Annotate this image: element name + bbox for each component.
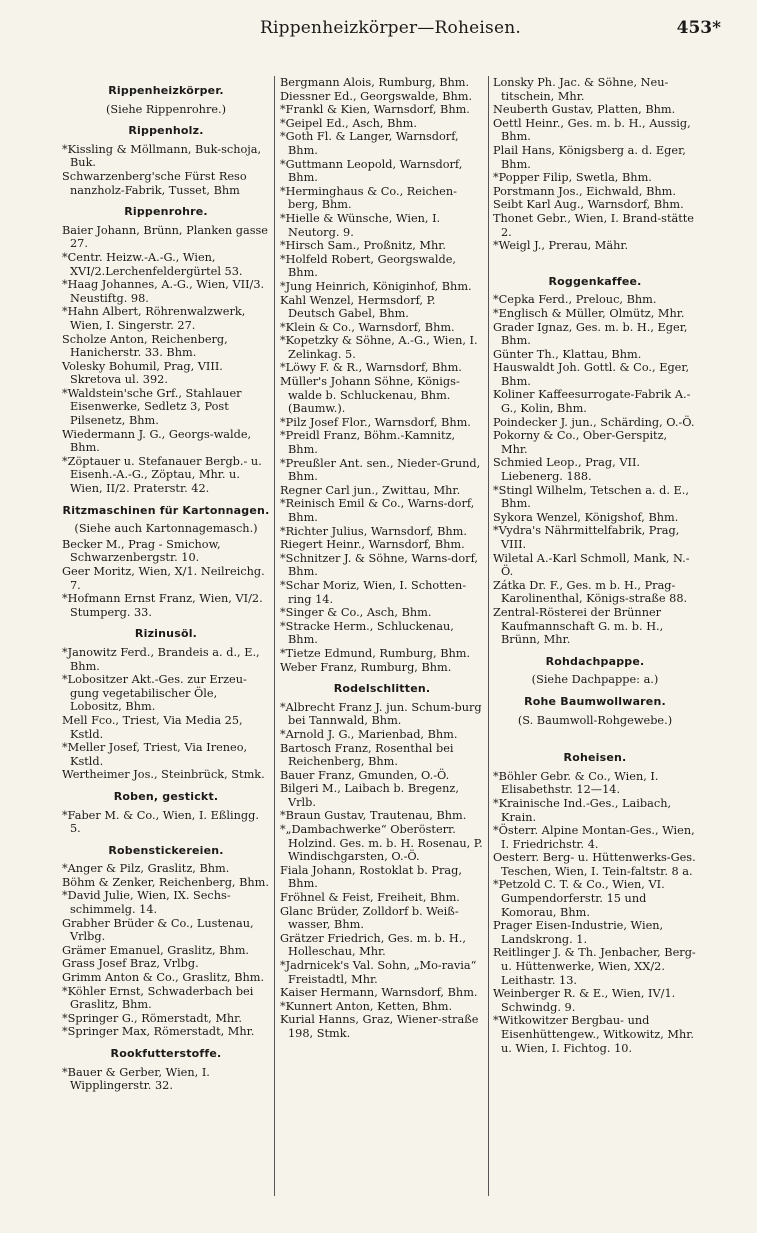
directory-entry: Baier Johann, Brünn, Planken gasse 27. (62, 223, 268, 251)
directory-entry: *Zöptauer u. Stefanauer Bergb.- u. Eisenh.-A.-G., Zöptau, Mhr. u. Wien, II/2. Praterstr. 42. (62, 454, 262, 496)
directory-entry: *Klein & Co., Warnsdorf, Bhm. (280, 320, 455, 334)
directory-entry: Schwarzenberg'sche Fürst Reso nanzholz-Fabrik, Tusset, Bhm (62, 169, 247, 197)
directory-entry: Grämer Emanuel, Graslitz, Bhm. (62, 943, 250, 957)
section-heading: Rohdachpappe. (545, 654, 645, 668)
directory-entry: Lonsky Ph. Jac. & Söhne, Neu-titschein, Mhr. (493, 76, 669, 103)
directory-entry: *Arnold J. G., Marienbad, Bhm. (280, 727, 458, 741)
directory-entry: *Jadrnicek's Val. Sohn, „Mo-ravia“ Freistadtl, Mhr. (280, 959, 477, 986)
page-number: 453* (676, 18, 721, 38)
directory-entry: Oettl Heinr., Ges. m. b. H., Aussig, Bhm. (493, 116, 691, 144)
directory-entry: Geer Moritz, Wien, X/1. Neilreichg. 7. (62, 565, 265, 592)
cross-reference-note: (S. Baumwoll-Rohgewebe.) (517, 713, 673, 727)
page-header (0, 18, 757, 48)
directory-entry: Fiala Johann, Rostoklat b. Prag, Bhm. (280, 863, 462, 891)
directory-entry: Grätzer Friedrich, Ges. m. b. H., Holleschau, Mhr. (280, 931, 466, 959)
directory-entry: Hauswaldt Joh. Gottl. & Co., Eger, Bhm. (493, 361, 690, 388)
directory-entry: Schmied Leop., Prag, VII. Liebenerg. 188. (493, 456, 640, 484)
directory-entry: *Tietze Edmund, Rumburg, Bhm. (280, 646, 471, 660)
directory-entry: Günter Th., Klattau, Bhm. (493, 347, 642, 361)
directory-entry: *Schar Moriz, Wien, I. Schotten-ring 14. (280, 578, 467, 606)
column-divider (274, 76, 275, 1196)
directory-entry: Prager Eisen-Industrie, Wien, Landskrong. 1. (493, 919, 664, 946)
directory-entry: *Weigl J., Prerau, Mähr. (493, 239, 629, 253)
directory-entry: *Pilz Josef Flor., Warnsdorf, Bhm. (280, 415, 471, 429)
section-heading: Rookfutterstoffe. (110, 1047, 222, 1060)
directory-entry: *Krainische Ind.-Ges., Laibach, Krain. (493, 796, 672, 824)
section-heading: Roben, gestickt. (113, 789, 219, 803)
directory-entry: Thonet Gebr., Wien, I. Brand-stätte 2. (493, 211, 694, 239)
directory-entry: *Reinisch Emil & Co., Warns-dorf, Bhm. (280, 497, 475, 524)
directory-entry: *Hielle & Wünsche, Wien, I. Neutorg. 9. (280, 211, 441, 239)
directory-entry: Weber Franz, Rumburg, Bhm. (280, 660, 452, 674)
section-heading: Rodelschlitten. (333, 682, 431, 696)
section-heading: Rippenrohre. (124, 205, 208, 219)
section-heading: Ritzmaschinen für Kartonnagen. (62, 503, 270, 517)
directory-entry: Böhm & Zenker, Reichenberg, Bhm. (62, 875, 269, 889)
directory-entry: *Goth Fl. & Langer, Warnsdorf, Bhm. (280, 130, 459, 157)
directory-entry: *Hahn Albert, Röhrenwalzwerk, Wien, I. Singerstr. 27. (62, 305, 246, 332)
column-divider (488, 76, 489, 1196)
directory-entry: *Hirsch Sam., Proßnitz, Mhr. (280, 239, 446, 253)
directory-entry: *Petzold C. T. & Co., Wien, VI. Gumpendorferstr. 15 und Komorau, Bhm. (493, 878, 665, 919)
directory-entry: Grass Josef Braz, Vrlbg. (62, 957, 199, 971)
directory-entry: *Haag Johannes, A.-G., Wien, VII/3. Neustiftg. 98. (62, 278, 265, 305)
directory-entry: *Guttmann Leopold, Warnsdorf, Bhm. (280, 157, 463, 185)
directory-entry: Seibt Karl Aug., Warnsdorf, Bhm. (493, 198, 684, 212)
directory-entry: Bilgeri M., Laibach b. Bregenz, Vrlb. (280, 782, 459, 809)
directory-entry: Becker M., Prag - Smichow, Schwarzenbergstr. 10. (62, 537, 221, 565)
directory-entry: *Englisch & Müller, Olmütz, Mhr. (493, 306, 685, 320)
directory-entry: *Kunnert Anton, Ketten, Bhm. (280, 999, 453, 1013)
directory-entry: Wiletal A.-Karl Schmoll, Mank, N.-Ö. (493, 551, 690, 579)
running-title: Rippenheizkörper—Roheisen. (260, 18, 521, 38)
directory-entry: Bauer Franz, Gmunden, O.-Ö. (280, 768, 450, 782)
section-heading: Roggenkaffee. (548, 274, 642, 288)
directory-entry: Grimm Anton & Co., Graslitz, Bhm. (62, 971, 265, 985)
directory-entry: Grabher Brüder & Co., Lustenau, Vrlbg. (62, 916, 254, 944)
section-heading: Robenstickereien. (108, 843, 224, 857)
spacer (493, 729, 697, 743)
directory-entry: Pokorny & Co., Ober-Gerspitz, Mhr. (493, 429, 668, 456)
spacer (493, 253, 697, 267)
column-1 (62, 76, 270, 1093)
directory-entry: Zentral-Rösterei der Brünner Kaufmannschaft G. m. b. H., Brünn, Mhr. (493, 605, 664, 647)
directory-entry: Riegert Heinr., Warnsdorf, Bhm. (280, 538, 465, 552)
directory-entry: Plail Hans, Königsberg a. d. Eger, Bhm. (493, 143, 686, 171)
directory-entry: Mell Fco., Triest, Via Media 25, Kstld. (62, 713, 243, 741)
directory-entry: *„Dambachwerke“ Oberösterr. Holzind. Ges. m. b. H. Rosenau, P. Windischgarsten, O.-Ö. (280, 823, 483, 864)
directory-entry: Reitlinger J. & Th. Jenbacher, Berg- u. Hüttenwerke, Wien, XX/2. Leithastr. 13. (493, 946, 696, 987)
directory-entry: Wiedermann J. G., Georgs-walde, Bhm. (62, 427, 252, 455)
directory-entry: *Cepka Ferd., Prelouc, Bhm. (493, 293, 657, 307)
cross-reference-note: (Siehe auch Kartonnagemasch.) (74, 522, 258, 536)
directory-entry: *Bauer & Gerber, Wien, I. Wipplingerstr. 32. (62, 1065, 210, 1093)
directory-entry: Müller's Johann Söhne, Königs-walde b. Schluckenau, Bhm. (Baumw.). (280, 375, 460, 416)
directory-entry: *Schnitzer J. & Söhne, Warns-dorf, Bhm. (280, 551, 478, 579)
directory-entry: *Meller Josef, Triest, Via Ireneo, Kstld. (62, 741, 248, 768)
column-3 (493, 76, 697, 1055)
directory-entry: *Vydra's Nährmittelfabrik, Prag, VIII. (493, 524, 680, 551)
column-2 (280, 76, 484, 1041)
directory-entry: *Kissling & Möllmann, Buk-schoja, Buk. (62, 142, 262, 170)
directory-entry: Kaiser Hermann, Warnsdorf, Bhm. (280, 986, 478, 1000)
directory-entry: *Holfeld Robert, Georgswalde, Bhm. (280, 252, 457, 280)
directory-entry: *Jung Heinrich, Königinhof, Bhm. (280, 279, 472, 293)
directory-entry: *Kopetzky & Söhne, A.-G., Wien, I. Zelinkag. 5. (280, 334, 478, 361)
directory-entry: Poindecker J. jun., Schärding, O.-Ö. (493, 415, 695, 429)
directory-entry: *Singer & Co., Asch, Bhm. (280, 606, 432, 620)
directory-entry: *Popper Filip, Swetla, Bhm. (493, 171, 652, 185)
directory-entry: *Anger & Pilz, Graslitz, Bhm. (62, 862, 230, 876)
cross-reference-note: (Siehe Rippenrohre.) (105, 102, 227, 116)
directory-entry: *Österr. Alpine Montan-Ges., Wien, I. Friedrichstr. 4. (493, 824, 695, 851)
directory-entry: *Frankl & Kien, Warnsdorf, Bhm. (280, 103, 470, 117)
directory-entry: *Preidl Franz, Böhm.-Kamnitz, Bhm. (280, 429, 456, 457)
directory-entry: *Böhler Gebr. & Co., Wien, I. Elisabethstr. 12—14. (493, 769, 659, 797)
directory-entry: *Witkowitzer Bergbau- und Eisenhüttengew., Witkowitz, Mhr. u. Wien, I. Fichtog. 10. (493, 1014, 694, 1055)
directory-entry: Wertheimer Jos., Steinbrück, Stmk. (62, 768, 265, 782)
directory-entry: Kurial Hanns, Graz, Wiener-straße 198, Stmk. (280, 1013, 479, 1040)
directory-entry: *Springer Max, Römerstadt, Mhr. (62, 1025, 255, 1039)
directory-entry: Bartosch Franz, Rosenthal bei Reichenberg, Bhm. (280, 741, 454, 769)
section-heading: Rohe Baumwollwaren. (524, 694, 666, 708)
directory-entry: Diessner Ed., Georgswalde, Bhm. (280, 89, 473, 103)
directory-entry: *Springer G., Römerstadt, Mhr. (62, 1011, 242, 1025)
directory-entry: *Geipel Ed., Asch, Bhm. (280, 116, 417, 130)
directory-entry: Bergmann Alois, Rumburg, Bhm. (280, 76, 470, 89)
directory-entry: *Centr. Heizw.-A.-G., Wien, XVI/2.Lerchenfeldergürtel 53. (62, 250, 243, 278)
section-heading: Rizinusöl. (134, 627, 198, 641)
directory-entry: Koliner Kaffeesurrogate-Fabrik A.-G., Kolin, Bhm. (493, 388, 691, 416)
directory-entry: Porstmann Jos., Eichwald, Bhm. (493, 184, 676, 198)
directory-entry: *Stracke Herm., Schluckenau, Bhm. (280, 619, 454, 647)
directory-entry: *Braun Gustav, Trautenau, Bhm. (280, 809, 467, 823)
directory-entry: Neuberth Gustav, Platten, Bhm. (493, 103, 676, 117)
directory-entry: *Herminghaus & Co., Reichen-berg, Bhm. (280, 184, 457, 212)
directory-entry: Zátka Dr. F., Ges. m b. H., Prag-Karolinenthal, Königs-straße 88. (493, 578, 688, 606)
directory-entry: *Köhler Ernst, Schwaderbach bei Graslitz, Bhm. (62, 984, 254, 1012)
directory-entry: Volesky Bohumil, Prag, VIII. Skretova ul. 392. (62, 359, 223, 387)
directory-entry: *Löwy F. & R., Warnsdorf, Bhm. (280, 361, 462, 375)
directory-entry: Kahl Wenzel, Hermsdorf, P. Deutsch Gabel, Bhm. (280, 293, 436, 321)
directory-entry: *Janowitz Ferd., Brandeis a. d., E., Bhm. (62, 645, 260, 673)
cross-reference-note: (Siehe Dachpappe: a.) (531, 673, 659, 687)
section-heading: Roheisen. (563, 751, 627, 765)
directory-entry: *Preußler Ant. sen., Nieder-Grund, Bhm. (280, 456, 481, 484)
directory-entry: Fröhnel & Feist, Freiheit, Bhm. (280, 891, 460, 905)
section-heading: Rippenholz. (128, 124, 204, 138)
directory-entry: *Richter Julius, Warnsdorf, Bhm. (280, 524, 467, 538)
directory-entry: *Hofmann Ernst Franz, Wien, VI/2. Stumperg. 33. (62, 592, 263, 619)
directory-entry: Oesterr. Berg- u. Hüttenwerks-Ges. Teschen, Wien, I. Tein-faltstr. 8 a. (493, 851, 696, 878)
section-heading: Rippenheizkörper. (108, 84, 224, 97)
directory-entry: *David Julie, Wien, IX. Sechs-schimmelg. 14. (62, 889, 231, 917)
directory-entry: Scholze Anton, Reichenberg, Hanicherstr. 33. Bhm. (62, 332, 228, 360)
directory-entry: Regner Carl jun., Zwittau, Mhr. (280, 483, 461, 497)
directory-entry: *Stingl Wilhelm, Tetschen a. d. E., Bhm. (493, 483, 689, 511)
directory-entry: Sykora Wenzel, Königshof, Bhm. (493, 510, 679, 524)
directory-entry: *Waldstein'sche Grf., Stahlauer Eisenwerke, Sedletz 3, Post Pilsenetz, Bhm. (62, 386, 242, 428)
directory-entry: *Lobositzer Akt.-Ges. zur Erzeu-gung vegetabilischer Öle, Lobositz, Bhm. (62, 673, 247, 714)
directory-entry: Glanc Brüder, Zolldorf b. Weiß-wasser, Bhm. (280, 904, 459, 932)
directory-entry: *Faber M. & Co., Wien, I. Eßlingg. 5. (62, 808, 259, 836)
directory-entry: Grader Ignaz, Ges. m. b. H., Eger, Bhm. (493, 320, 688, 348)
directory-entry: Weinberger R. & E., Wien, IV/1. Schwindg. 9. (493, 987, 676, 1014)
directory-entry: *Albrecht Franz J. jun. Schum-burg bei Tannwald, Bhm. (280, 700, 482, 728)
